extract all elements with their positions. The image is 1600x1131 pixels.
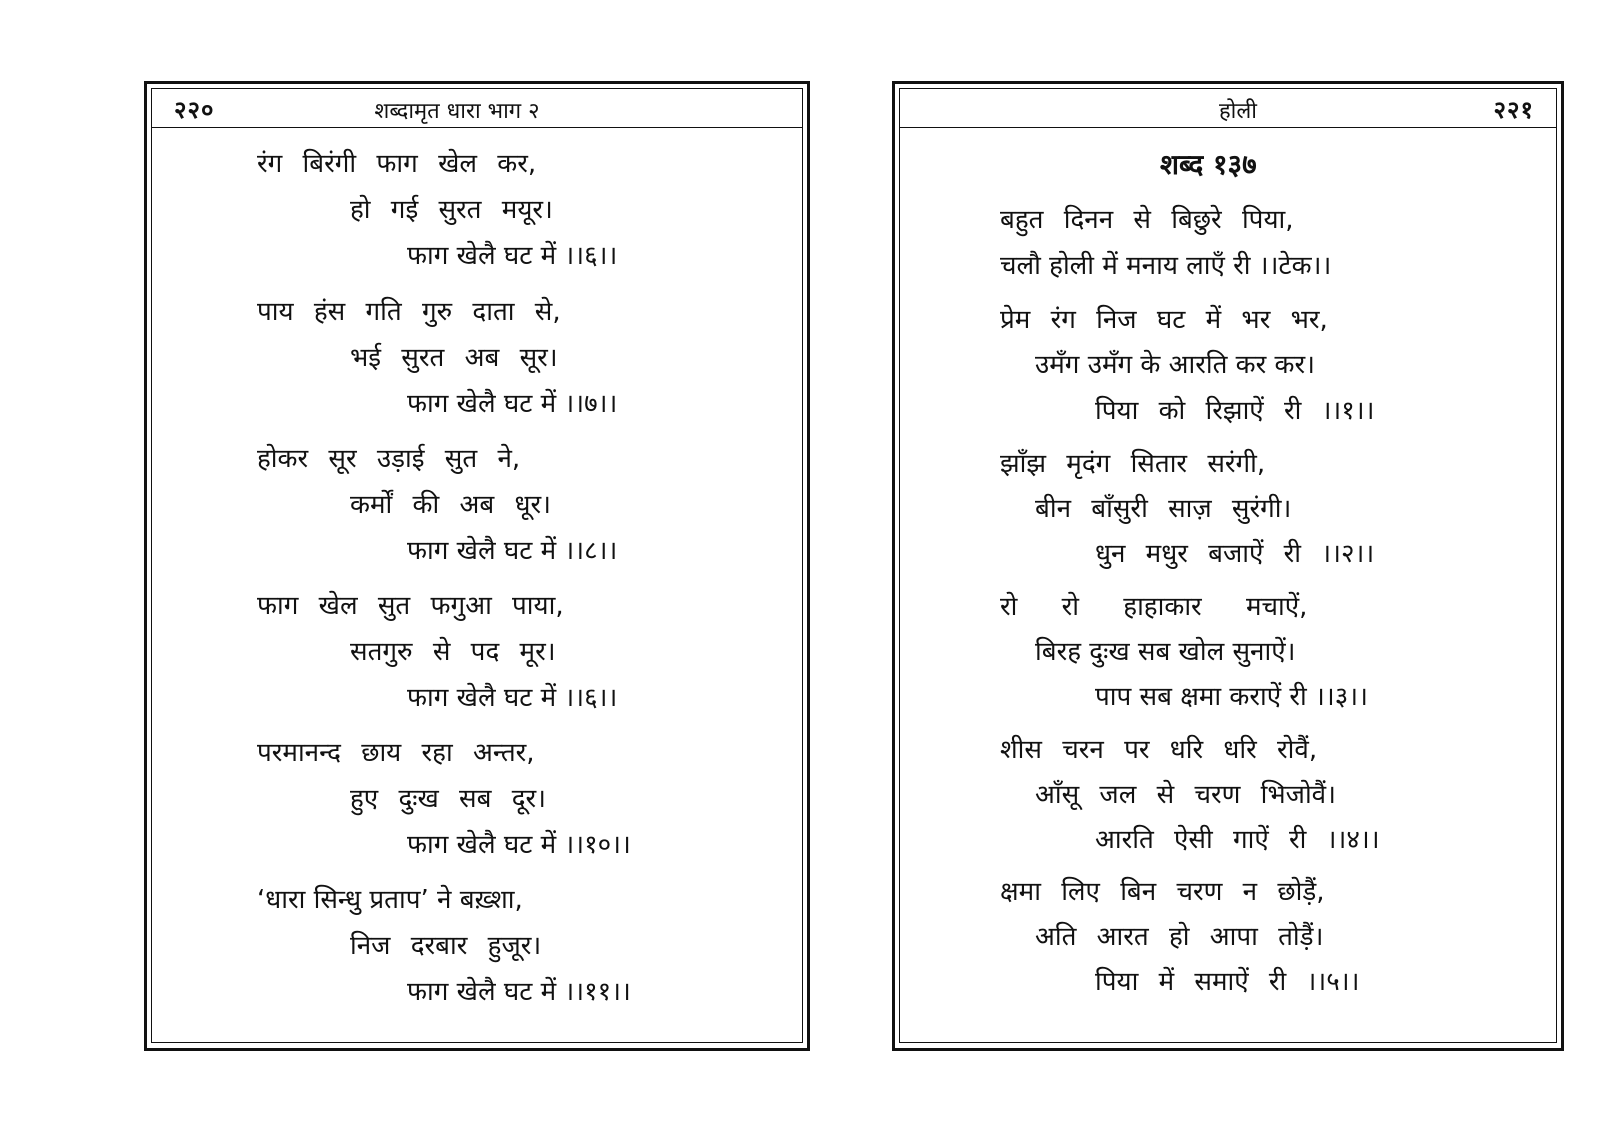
verse-line: बीन बाँसुरी साज़ सुरंगी। <box>1035 494 1292 524</box>
verse-refrain: फाग खेलै घट में ।।८।। <box>407 536 618 566</box>
verse-refrain: फाग खेलै घट में ।।६।। <box>407 241 618 271</box>
verse-refrain: फाग खेलै घट में ।।१०।। <box>407 830 631 860</box>
verse-refrain: फाग खेलै घट में ।।११।। <box>407 977 631 1007</box>
right-page-frame <box>899 88 1557 1043</box>
verse-line: हुए दुःख सब दूर। <box>350 784 547 814</box>
left-header-title: शब्दामृत धारा भाग २ <box>374 99 540 124</box>
verse-line: हो गई सुरत मयूर। <box>350 195 553 225</box>
right-page <box>892 81 1564 1051</box>
verse-line: ‘धारा सिन्धु प्रताप’ ने बख़्शा, <box>257 885 523 915</box>
verse-line: सतगुरु से पद मूर। <box>350 637 556 667</box>
verse-refrain: पिया में समाऐं री ।।५।। <box>1095 967 1360 997</box>
verse-line: पाय हंस गति गुरु दाता से, <box>257 297 561 327</box>
verse-line: फाग खेल सुत फगुआ पाया, <box>257 591 564 621</box>
verse-line: उमँग उमँग के आरति कर कर। <box>1035 350 1315 380</box>
verse-line: परमानन्द छाय रहा अन्तर, <box>257 738 535 768</box>
verse-line: होकर सूर उड़ाई सुत ने, <box>257 444 521 474</box>
verse-line: झाँझ मृदंग सितार सरंगी, <box>1000 449 1266 479</box>
left-page-number: २२० <box>174 96 215 124</box>
verse-line: क्षमा लिए बिन चरण न छोड़ैं, <box>1000 877 1325 907</box>
left-page-frame <box>151 88 803 1043</box>
verse-refrain: फाग खेलै घट में ।।७।। <box>407 389 618 419</box>
verse-line: आँसू जल से चरण भिजोवैं। <box>1035 780 1336 810</box>
verse-line: कर्मों की अब धूर। <box>350 490 551 520</box>
verse-refrain: आरति ऐसी गाऐं री ।।४।। <box>1095 825 1380 855</box>
verse-line: शीस चरन पर धरि धरि रोवैं, <box>1000 735 1318 765</box>
left-page <box>144 81 810 1051</box>
verse-line: रो रो हाहाकार मचाऐं, <box>1000 592 1308 622</box>
verse-refrain: फाग खेलै घट में ।।६।। <box>407 683 618 713</box>
verse-refrain: चलौ होली में मनाय लाएँ री ।।टेक।। <box>1000 251 1332 281</box>
verse-line: बिरह दुःख सब खोल सुनाऐं। <box>1035 637 1296 667</box>
left-page-header <box>152 89 802 128</box>
shabd-title: शब्द १३७ <box>1160 148 1257 181</box>
verse-refrain: धुन मधुर बजाऐं री ।।२।। <box>1095 539 1375 569</box>
verse-refrain: पाप सब क्षमा कराऐं री ।।३।। <box>1095 682 1368 712</box>
verse-line: प्रेम रंग निज घट में भर भर, <box>1000 305 1328 335</box>
verse-refrain: पिया को रिझाऐं री ।।१।। <box>1095 396 1375 426</box>
right-header-title: होली <box>1219 99 1257 124</box>
verse-line: निज दरबार हुजूर। <box>350 931 542 961</box>
verse-line: बहुत दिनन से बिछुरे पिया, <box>1000 205 1294 235</box>
right-page-number: २२१ <box>1493 96 1534 124</box>
verse-line: अति आरत हो आपा तोड़ैं। <box>1035 922 1324 952</box>
verse-line: रंग बिरंगी फाग खेल कर, <box>257 149 537 179</box>
right-page-header <box>900 89 1556 128</box>
verse-line: भई सुरत अब सूर। <box>350 343 558 373</box>
